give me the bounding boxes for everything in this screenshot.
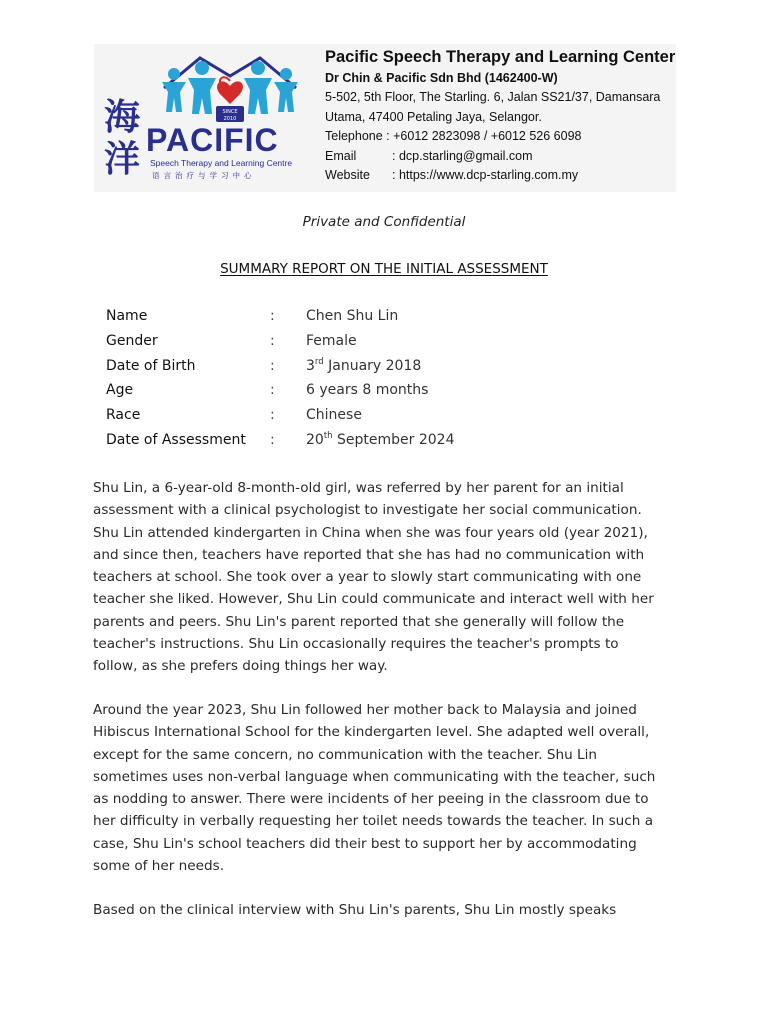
detail-row-name	[106, 305, 666, 330]
children-figures-icon	[150, 48, 310, 130]
paragraph-line: except for the same concern, no communication with the teacher. Shu Lin	[93, 746, 597, 763]
logo-cjk-name: 海洋	[103, 96, 140, 180]
logo-wordmark: PACIFIC	[146, 122, 279, 158]
letterhead	[94, 44, 676, 192]
paragraph-line: follow, as she prefers doing things her way.	[93, 658, 388, 675]
paragraph-line: teacher she liked. However, Shu Lin could communicate and interact well with her	[93, 591, 654, 608]
confidentiality-notice: Private and Confidential	[302, 214, 466, 230]
organization-info	[325, 46, 676, 186]
detail-label: Gender	[106, 332, 158, 349]
dob-day: 3	[306, 357, 315, 374]
detail-colon: :	[270, 357, 275, 374]
website-row	[325, 166, 673, 186]
detail-row-gender	[106, 330, 666, 355]
paragraph-line: parents and peers. Shu Lin's parent reported that she generally will follow the	[93, 613, 625, 630]
dob-ordinal: rd	[314, 356, 324, 367]
email-label: Email	[325, 148, 357, 163]
svg-text:SINCE: SINCE	[222, 109, 238, 115]
paragraph-line: Based on the clinical interview with Shu Lin's parents, Shu Lin mostly speaks	[93, 902, 617, 918]
logo-tagline-cjk: 语言治疗与学习中心	[152, 171, 256, 180]
paragraph-line: Shu Lin attended kindergarten in China when she was four years old (year 2021),	[93, 524, 648, 541]
paragraph-line: teachers at school. She took over a year to slowly start communicating with one	[93, 569, 642, 586]
detail-value	[306, 355, 421, 377]
paragraph-line: Hibiscus International School for the kindergarten level. She adapted well overall,	[93, 724, 650, 741]
website-value: : https://www.dcp-starling.com.my	[392, 168, 579, 182]
detail-value: Chinese	[306, 407, 362, 424]
detail-label: Date of Birth	[106, 357, 196, 374]
paragraph-school-history	[93, 699, 678, 877]
detail-label: Race	[106, 407, 141, 424]
paragraph-line: her difficulty in verbally requesting her toilet needs towards the teacher. In such a	[93, 813, 654, 830]
detail-row-race	[106, 404, 666, 429]
website-label: Website	[325, 168, 370, 182]
logo-tagline: Speech Therapy and Learning Centre	[150, 158, 293, 168]
patient-details	[106, 305, 666, 454]
email-row	[325, 147, 673, 167]
detail-row-date-of-assessment	[106, 429, 666, 454]
doa-month-year: September 2024	[332, 431, 455, 448]
paragraph-background	[93, 477, 678, 678]
company-registration: Dr Chin & Pacific Sdn Bhd (1462400-W)	[325, 71, 558, 85]
detail-value: Female	[306, 332, 357, 349]
pacific-logo	[94, 44, 316, 192]
organization-name: Pacific Speech Therapy and Learning Center	[325, 48, 676, 66]
report-title	[0, 261, 768, 277]
detail-colon: :	[270, 431, 275, 448]
detail-row-date-of-birth	[106, 355, 666, 380]
telephone: Telephone : +6012 2823098 / +6012 526 6098	[325, 129, 582, 143]
paragraph-line: Around the year 2023, Shu Lin followed her mother back to Malaysia and joined	[93, 702, 637, 718]
detail-value: 6 years 8 months	[306, 382, 429, 399]
detail-colon: :	[270, 382, 275, 399]
address-line-1: 5-502, 5th Floor, The Starling. 6, Jalan SS21/37, Damansara	[325, 90, 661, 104]
detail-colon: :	[270, 308, 275, 324]
detail-colon: :	[270, 332, 275, 349]
doa-ordinal: th	[323, 430, 333, 441]
paragraph-line: assessment with a clinical psychologist to investigate her social communication.	[93, 502, 642, 519]
detail-value	[306, 429, 454, 451]
paragraph-line: Shu Lin, a 6-year-old 8-month-old girl, was referred by her parent for an initial	[93, 480, 624, 496]
email-value: : dcp.starling@gmail.com	[392, 148, 533, 163]
detail-label: Age	[106, 382, 134, 399]
paragraph-line: some of her needs.	[93, 858, 225, 875]
report-title-text: SUMMARY REPORT ON THE INITIAL ASSESSMENT	[220, 261, 548, 277]
detail-colon: :	[270, 407, 275, 424]
detail-label: Date of Assessment	[106, 431, 246, 448]
detail-label: Name	[106, 308, 148, 324]
detail-value: Chen Shu Lin	[306, 308, 399, 324]
svg-text:2010: 2010	[223, 116, 237, 122]
address-line-2: Utama, 47400 Petaling Jaya, Selangor.	[325, 109, 542, 124]
paragraph-line: as nodding to answer. There were incidents of her peeing in the classroom due to	[93, 791, 649, 808]
detail-row-age	[106, 379, 666, 404]
paragraph-line: and since then, teachers have reported that she has had no communication with	[93, 546, 645, 563]
dob-month-year: January 2018	[323, 357, 422, 374]
paragraph-clinical-interview	[93, 899, 678, 921]
paragraph-line: case, Shu Lin's school teachers did their best to support her by accommodating	[93, 835, 637, 852]
paragraph-line: sometimes uses non-verbal language when communicating with the teacher, such	[93, 768, 656, 785]
paragraph-line: teacher's instructions. Shu Lin occasionally requires the teacher's prompts to	[93, 636, 619, 653]
doa-day: 20	[306, 431, 324, 448]
